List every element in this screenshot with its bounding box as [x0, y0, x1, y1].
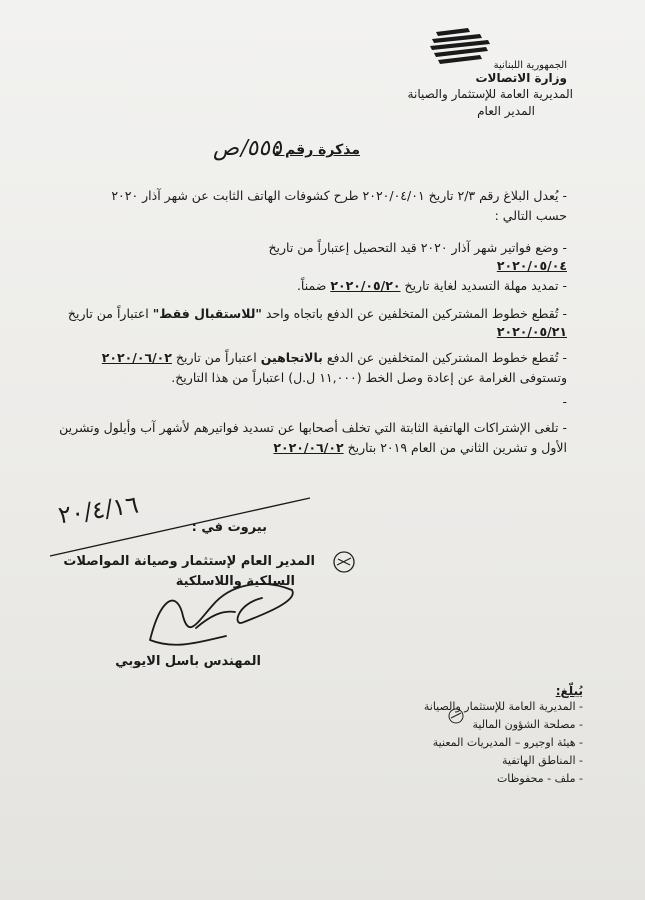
- item-4-date: ٢٠٢٠/٠٦/٠٢: [101, 350, 172, 365]
- intro-line-2: حسب التالي :: [494, 208, 567, 223]
- item-2: [297, 276, 567, 296]
- distribution-item: - هيئة اوجيرو – المديريات المعنية: [432, 736, 583, 749]
- item-1: [268, 238, 567, 258]
- stamp-icon: [334, 552, 354, 572]
- dg-title-line-1: المدير العام لإستثمار وصيانة المواصلات: [63, 554, 315, 569]
- item-5: - تلغى الإشتراكات الهاتفية الثابتة التي تخلف أصحابها عن تسديد فواتيرهم لأشهر آب وأيلول وتشرين: [59, 420, 567, 435]
- item-3-date-line: [497, 322, 567, 342]
- item-4-suffix: اعتباراً من تاريخ: [175, 350, 257, 365]
- item-4: [102, 348, 567, 368]
- item-5-date: ٢٠٢٠/٠٦/٠٢: [273, 440, 344, 455]
- item-2-suffix: ضمناً.: [296, 278, 327, 293]
- distribution-title: يُبلّغ:: [555, 684, 583, 698]
- item-1-text: - وضع فواتير شهر آذار ٢٠٢٠ قيد التحصيل إعتباراً من تاريخ: [268, 240, 567, 255]
- distribution-item: - مصلحة الشؤون المالية: [472, 718, 583, 731]
- place-label: بيروت في :: [191, 520, 267, 535]
- item-4-line-2: وتستوفى الغرامة عن إعادة وصل الخط (١١,٠٠٠ ل.ل) اعتباراً من هذا التاريخ.: [171, 370, 567, 385]
- ministry-name: [475, 60, 567, 84]
- item-2-text: - تمديد مهلة التسديد لغاية تاريخ: [404, 278, 567, 293]
- item-4-text: - تُقطع خطوط المشتركين المتخلفين عن الدفع: [326, 350, 567, 365]
- item-5-text: الأول و تشرين الثاني من العام ٢٠١٩ بتاريخ: [347, 440, 567, 455]
- director-general-title: [63, 552, 315, 592]
- dg-title-line-2: السلكية واللاسلكية: [175, 574, 295, 589]
- item-4-bold: بالاتجاهين: [260, 350, 323, 365]
- item-3: [68, 304, 567, 324]
- item-3-bold: "للاستقبال فقط": [152, 306, 262, 321]
- director-title: المدير العام: [477, 104, 535, 118]
- empty-dash: -: [562, 394, 567, 409]
- item-3-text: - تُقطع خطوط المشتركين المتخلفين عن الدفع باتجاه واحد: [265, 306, 567, 321]
- item-3-date: ٢٠٢٠/٠٥/٢١: [496, 324, 567, 339]
- republic-text: الجمهورية اللبنانية: [493, 60, 567, 71]
- item-1-date-line: [497, 256, 567, 276]
- distribution-item: - المناطق الهاتفية: [501, 754, 583, 767]
- engineer-name: المهندس باسل الايوبي: [115, 654, 261, 669]
- memo-number: ٥٥٥/ص: [211, 136, 286, 161]
- distribution-item: - ملف - محفوظات: [496, 772, 583, 785]
- item-3-suffix: اعتباراً من تاريخ: [67, 306, 149, 321]
- directorate-text: المديرية العامة للإستثمار والصيانة: [407, 87, 573, 101]
- signature-icon: [150, 584, 293, 645]
- item-5-line-2: [273, 438, 567, 458]
- distribution-item: - المديرية العامة للإستثمار والصيانة: [423, 700, 583, 713]
- item-1-date: ٢٠٢٠/٠٥/٠٤: [496, 258, 567, 273]
- item-2-date: ٢٠٢٠/٠٥/٢٠: [330, 278, 401, 293]
- memo-label: مذكرة رقم :: [274, 142, 360, 158]
- ministry-text: وزارة الاتصالات: [475, 71, 567, 85]
- intro-line-1: - يُعدل البلاغ رقم ٢/٣ تاريخ ٢٠٢٠/٠٤/٠١ طرح كشوفات الهاتف الثابت عن شهر آذار ٢٠٢٠: [111, 188, 567, 203]
- handwritten-date: ٢٠/٤/١٦: [56, 490, 141, 530]
- header-block: [408, 86, 573, 120]
